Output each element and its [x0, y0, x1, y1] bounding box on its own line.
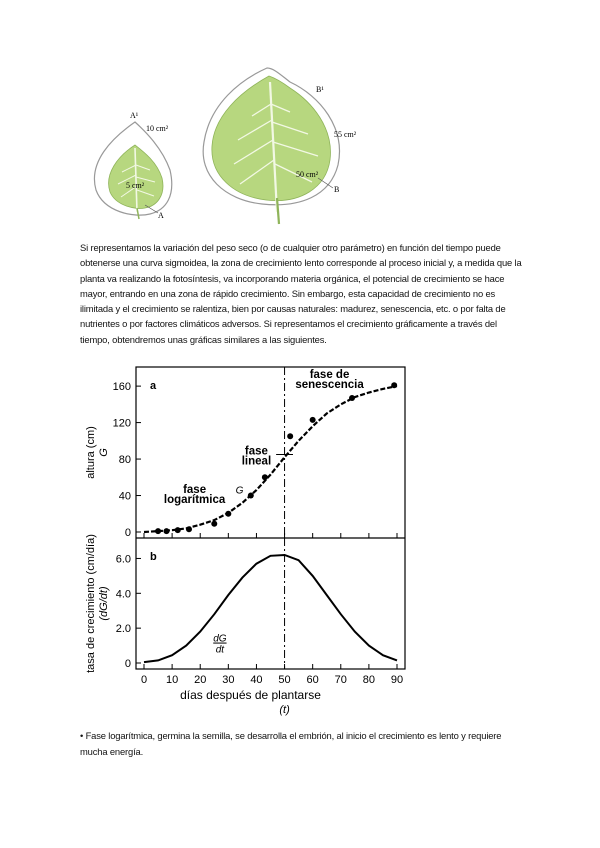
- panel-a-data-point: [262, 474, 268, 480]
- small-leaf-inner-label: 5 cm²: [126, 181, 145, 190]
- x-tick-label: 30: [222, 674, 235, 686]
- panel-a-annotation: fase: [183, 483, 207, 496]
- small-leaf-point-label: A: [158, 211, 164, 220]
- panel-b-y-tick-label: 4.0: [115, 588, 131, 601]
- large-leaf-outline-area-label: 55 cm²: [334, 130, 357, 139]
- panel-a-annotation: fase: [244, 445, 268, 458]
- panel-b-rate-curve: [144, 555, 397, 662]
- panel-a-data-point: [163, 528, 169, 534]
- panel-a-y-tick-label: 120: [112, 417, 131, 430]
- x-tick-label: 60: [306, 674, 319, 686]
- x-axis-symbol: (t): [279, 704, 290, 716]
- small-leaf-outline-point-label: A¹: [130, 111, 139, 120]
- x-axis-label: días después de plantarse: [180, 688, 321, 702]
- body-paragraph: Si representamos la variación del peso seco (o de cualquier otro parámetro) en función del tiempo puede obtenerse una curva sigmoidea, la zona de crecimiento lento corresponde al proceso inicial y, a medida que la planta va realizando la fotosíntesis, va incorporando materia orgánica, el potencial de crecimiento se hace mayor, entrando en una zona de rápido crecimiento. Sin embargo, esta capacidad de crecimiento no es ilimitada y el crecimiento se ralentiza, bien por causas naturales: madurez, senescencia, etc. o por falta de nutrientes o por factores climáticos adversos. Si representamos el crecimiento gráficamente a través del tiempo, obtendremos unas gráficas similares a las siguientes.: [80, 242, 522, 345]
- panel-a-y-tick-label: 0: [124, 527, 131, 539]
- panel-a-data-point: [349, 395, 355, 401]
- panel-a-annotation: fase de: [309, 368, 350, 381]
- panel-b-annotation-numerator: dG: [213, 633, 227, 645]
- panel-a-ylabel-symbol: G: [98, 448, 110, 457]
- x-tick-label: 50: [278, 674, 291, 686]
- panel-a-y-tick-label: 40: [118, 490, 131, 503]
- panel-a-y-tick-label: 80: [118, 454, 131, 467]
- panel-b-y-tick-label: 0: [124, 658, 131, 670]
- panel-b-ylabel-symbol: (dG/dt): [98, 586, 110, 621]
- x-tick-label: 80: [362, 674, 376, 686]
- panel-a-data-point: [225, 511, 231, 517]
- panel-a-annotation: lineal: [241, 455, 272, 468]
- x-tick-label: 0: [140, 674, 148, 686]
- x-tick-label: 20: [194, 674, 207, 686]
- panel-a-ylabel: altura (cm): [85, 426, 97, 479]
- x-tick-label: 90: [390, 674, 404, 686]
- leaf-growth-figure: [0, 0, 600, 240]
- large-leaf: [212, 76, 331, 224]
- large-leaf-inner-label: 50 cm²: [296, 170, 319, 179]
- bullet-fase-logaritmica: • Fase logarítmica, germina la semilla, se desarrolla el embrión, al inicio el crecimiento es lento y requiere mucha energía.: [80, 730, 502, 757]
- panel-a-annotation: G: [235, 485, 244, 497]
- panel-a-annotation: logarítmica: [163, 493, 226, 506]
- small-leaf-outline-area-label: 10 cm²: [146, 124, 169, 133]
- panel-a-y-tick-label: 160: [112, 381, 131, 394]
- panel-a-data-point: [287, 433, 293, 439]
- large-leaf-point-label: B: [334, 185, 340, 194]
- panel-b-label: b: [150, 551, 157, 563]
- panel-a-data-point: [186, 526, 192, 532]
- x-tick-label: 70: [334, 674, 347, 686]
- panel-a-data-point: [248, 493, 254, 499]
- panel-a-annotation: senescencia: [295, 378, 364, 391]
- panel-a-data-point: [155, 528, 161, 534]
- panel-a-data-point: [175, 527, 181, 533]
- x-tick-label: 10: [165, 674, 179, 686]
- growth-chart: [80, 357, 420, 717]
- panel-b-annotation-denominator: dt: [215, 644, 225, 656]
- chart-frame: [136, 367, 405, 669]
- x-tick-label: 40: [250, 674, 263, 686]
- panel-a-data-point: [310, 417, 316, 423]
- panel-a-label: a: [150, 380, 157, 392]
- panel-b-ylabel: tasa de crecimiento (cm/día): [85, 534, 97, 673]
- large-leaf-outline-point-label: B¹: [316, 85, 324, 94]
- panel-a-data-point: [391, 382, 397, 388]
- panel-b-y-tick-label: 2.0: [115, 623, 131, 636]
- panel-a-data-point: [211, 521, 217, 527]
- panel-b-y-tick-label: 6.0: [115, 553, 131, 566]
